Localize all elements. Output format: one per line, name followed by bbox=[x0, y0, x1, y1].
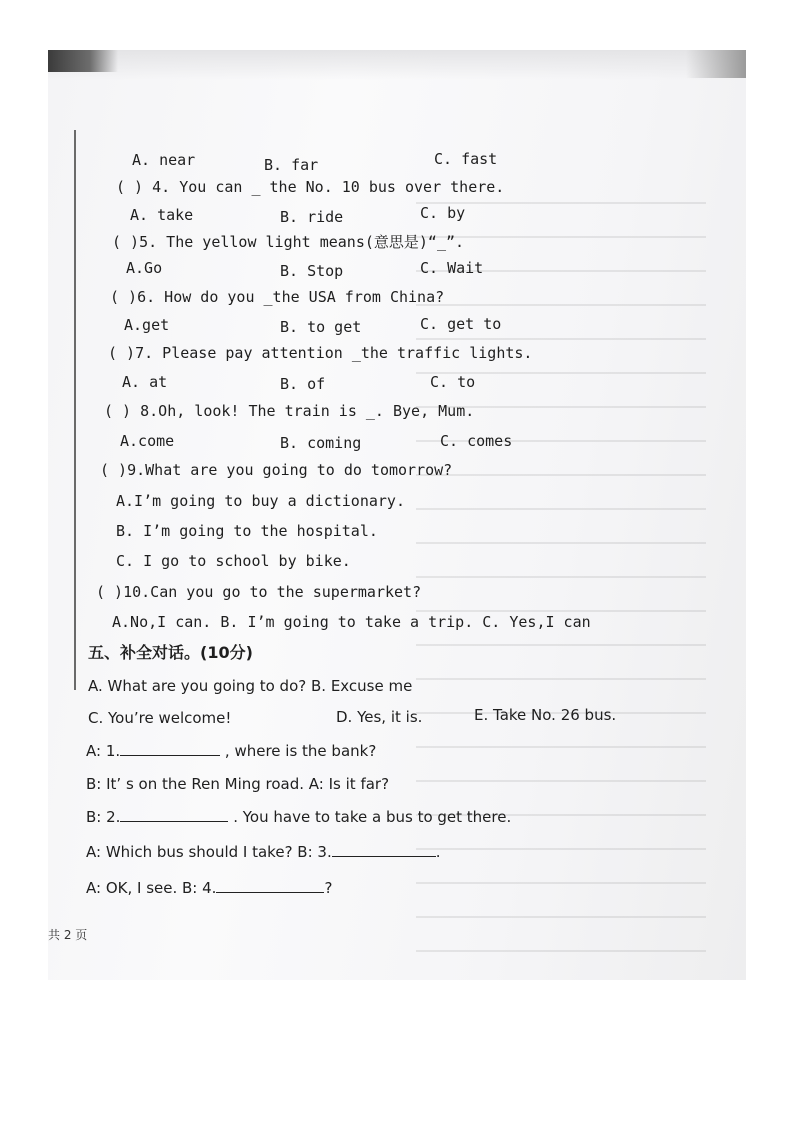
q3-option-b: B. far bbox=[264, 156, 319, 174]
answer-blank-1[interactable] bbox=[120, 741, 220, 756]
q6-option-a: A.get bbox=[124, 316, 170, 334]
q4-option-a: A. take bbox=[130, 206, 194, 224]
q9-option-a: A.I’m going to buy a dictionary. bbox=[116, 492, 405, 510]
answer-blank-2[interactable] bbox=[120, 807, 228, 822]
dialogue-line-4-prefix: A: Which bus should I take? B: 3. bbox=[86, 843, 332, 861]
dialogue-line-1 bbox=[86, 741, 376, 761]
q10-options: A.No,I can. B. I’m going to take a trip. C. Yes,I can bbox=[112, 613, 591, 631]
q4-option-c: C. by bbox=[420, 204, 466, 222]
page-count-footer: 共 2 页 bbox=[48, 928, 88, 942]
dialogue-line-1-prefix: A: 1. bbox=[86, 742, 121, 760]
section5-option-d: D. Yes, it is. bbox=[336, 708, 423, 726]
q4-option-b: B. ride bbox=[280, 208, 344, 226]
dialogue-line-5 bbox=[86, 878, 332, 898]
q10-stem: ( )10.Can you go to the supermarket? bbox=[96, 583, 422, 601]
q6-option-c: C. get to bbox=[420, 315, 502, 333]
section5-option-e: E. Take No. 26 bus. bbox=[474, 706, 617, 724]
q5-option-c: C. Wait bbox=[420, 259, 484, 277]
dialogue-line-4-suffix: . bbox=[435, 843, 441, 861]
dialogue-line-3-suffix: . You have to take a bus to get there. bbox=[233, 808, 512, 826]
q5-stem: ( )5. The yellow light means(意思是)“_”. bbox=[112, 233, 465, 251]
q8-stem: ( ) 8.Oh, look! The train is _. Bye, Mum. bbox=[104, 402, 475, 420]
answer-blank-4[interactable] bbox=[216, 878, 324, 893]
dialogue-line-3 bbox=[86, 807, 511, 827]
q5-option-a: A.Go bbox=[126, 259, 163, 277]
q6-stem: ( )6. How do you _the USA from China? bbox=[110, 288, 445, 306]
q7-option-a: A. at bbox=[122, 373, 168, 391]
photo-background-corner bbox=[48, 50, 118, 72]
q7-option-b: B. of bbox=[280, 375, 326, 393]
dialogue-line-2: B: It’ s on the Ren Ming road. A: Is it far? bbox=[86, 775, 390, 793]
q5-option-b: B. Stop bbox=[280, 262, 344, 280]
dialogue-line-3-prefix: B: 2. bbox=[86, 808, 121, 826]
bleed-through-text bbox=[416, 180, 706, 960]
answer-blank-3[interactable] bbox=[332, 842, 436, 857]
q8-option-b: B. coming bbox=[280, 434, 362, 452]
q8-option-a: A.come bbox=[120, 432, 175, 450]
page-edge-shadow bbox=[74, 130, 76, 690]
q9-option-c: C. I go to school by bike. bbox=[116, 552, 351, 570]
dialogue-line-4 bbox=[86, 842, 441, 862]
section5-title: 五、补全对话。(10分) bbox=[88, 643, 253, 662]
q3-option-c: C. fast bbox=[434, 150, 498, 168]
q9-stem: ( )9.What are you going to do tomorrow? bbox=[100, 461, 453, 479]
q3-option-a: A. near bbox=[132, 151, 196, 169]
section5-options-row1: A. What are you going to do? B. Excuse me bbox=[88, 677, 413, 695]
q4-stem: ( ) 4. You can _ the No. 10 bus over there. bbox=[116, 178, 505, 196]
q8-option-c: C. comes bbox=[440, 432, 513, 450]
section5-option-c: C. You’re welcome! bbox=[88, 709, 232, 727]
photo-background-corner bbox=[686, 50, 746, 78]
dialogue-line-5-suffix: ? bbox=[324, 879, 333, 897]
dialogue-line-5-prefix: A: OK, I see. B: 4. bbox=[86, 879, 217, 897]
q7-stem: ( )7. Please pay attention _the traffic lights. bbox=[108, 344, 533, 362]
q6-option-b: B. to get bbox=[280, 318, 362, 336]
dialogue-line-1-suffix: , where is the bank? bbox=[224, 742, 377, 760]
q7-option-c: C. to bbox=[430, 373, 476, 391]
q9-option-b: B. I’m going to the hospital. bbox=[116, 522, 378, 540]
